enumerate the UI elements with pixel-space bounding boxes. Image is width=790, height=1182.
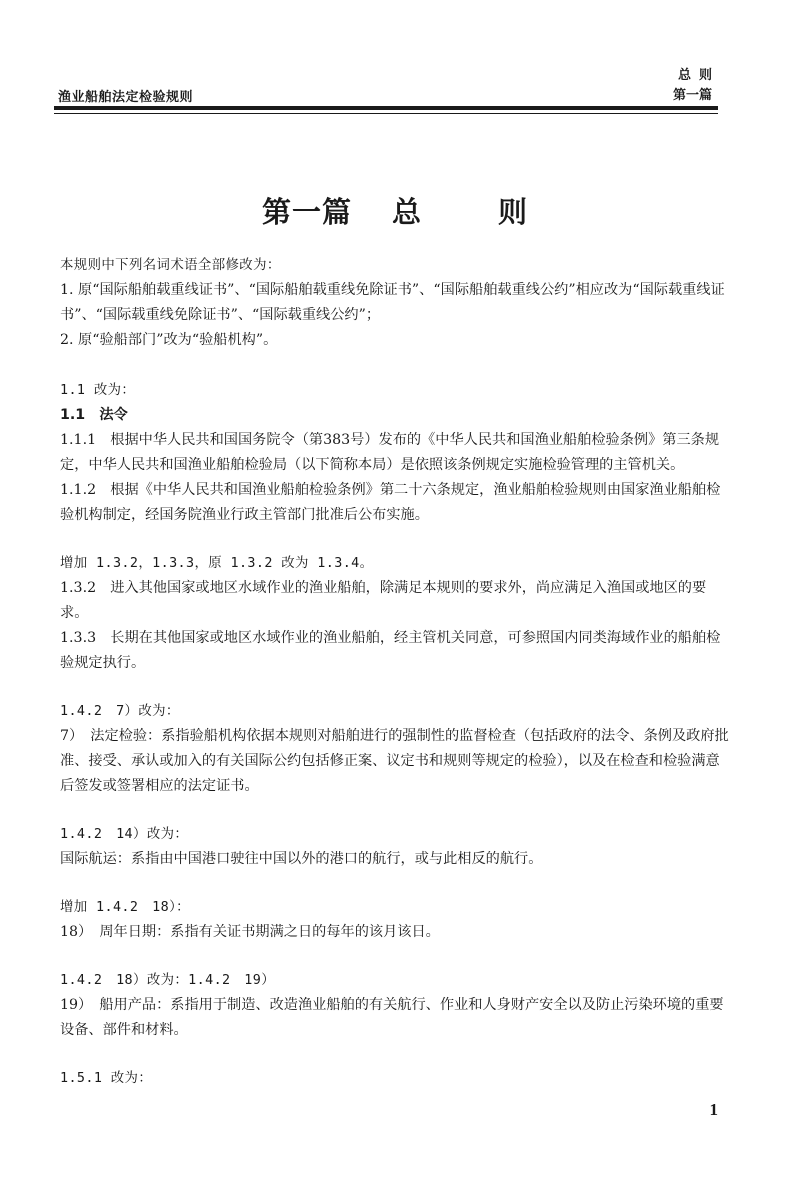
page-number: 1 xyxy=(709,1100,718,1119)
amendment-note: 1.1 改为： xyxy=(60,383,136,398)
amendment-note: 增加 1.4.2 18）： xyxy=(60,900,190,915)
paragraph: 1.3.3 长期在其他国家或地区水域作业的渔业船舶，经主管机关同意，可参照国内同类海域作业的船舶检验规定执行。 xyxy=(60,630,721,671)
paragraph: 1.1.1 根据中华人民共和国国务院令（第383号）发布的《中华人民共和国渔业船舶检验条例》第三条规定，中华人民共和国渔业船舶检验局（以下简称本局）是依照该条例规定实施检验管理的主管机关。 xyxy=(60,432,720,473)
running-header-book-title: 渔业船舶法定检验规则 xyxy=(58,90,194,105)
amendment-note: 1.4.2 18）改为：1.4.2 19） xyxy=(60,973,275,988)
amendment-note: 本规则中下列名词术语全部修改为： xyxy=(60,258,281,273)
document-body xyxy=(60,253,732,1091)
paragraph: 19） 船用产品：系指用于制造、改造渔业船舶的有关航行、作业和人身财产安全以及防止污染环境的重要设备、部件和材料。 xyxy=(60,997,724,1038)
paragraph: 1.1.2 根据《中华人民共和国渔业船舶检验条例》第二十六条规定，渔业船舶检验规则由国家渔业船舶检验机构制定，经国务院渔业行政主管部门批准后公布实施。 xyxy=(60,482,721,523)
header-section-name: 总则 xyxy=(677,68,720,83)
section-heading: 1.1 法令 xyxy=(60,407,128,423)
paragraph: 7） 法定检验：系指验船机构依据本规则对船舶进行的强制性的监督检查（包括政府的法令、条例及政府批准、接受、承认或加入的有关国际公约包括修正案、议定书和规则等规定的检验），以及在检查和检验满意后签发或签署相应的法定证书。 xyxy=(60,728,729,794)
paragraph: 1. 原“国际船舶载重线证书”、“国际船舶载重线免除证书”、“国际船舶载重线公约”相应改为“国际载重线证书”、“国际载重线免除证书”、“国际载重线公约”； xyxy=(60,282,725,323)
amendment-note: 增加 1.3.2，1.3.3，原 1.3.2 改为 1.3.4。 xyxy=(60,556,374,571)
amendment-note: 1.4.2 7）改为： xyxy=(60,704,180,719)
chapter-title-word1: 总 xyxy=(391,195,422,229)
chapter-title xyxy=(0,190,790,231)
header-rule-thin xyxy=(54,113,718,114)
paragraph: 国际航运：系指由中国港口驶往中国以外的港口的航行，或与此相反的航行。 xyxy=(60,851,543,867)
header-rule-thick xyxy=(54,106,718,110)
paragraph: 1.3.2 进入其他国家或地区水域作业的渔业船舶，除满足本规则的要求外，尚应满足入渔国或地区的要求。 xyxy=(60,580,707,621)
chapter-title-part: 第一篇 xyxy=(261,195,352,229)
header-part-name: 第一篇 xyxy=(672,88,712,103)
paragraph: 2. 原“验船部门”改为“验船机构”。 xyxy=(60,332,278,348)
amendment-note: 1.5.1 改为： xyxy=(60,1071,153,1086)
chapter-title-word2: 则 xyxy=(498,195,529,229)
paragraph: 18） 周年日期：系指有关证书期满之日的每年的该月该日。 xyxy=(60,924,440,940)
amendment-note: 1.4.2 14）改为： xyxy=(60,827,189,842)
running-header-section xyxy=(672,66,720,106)
